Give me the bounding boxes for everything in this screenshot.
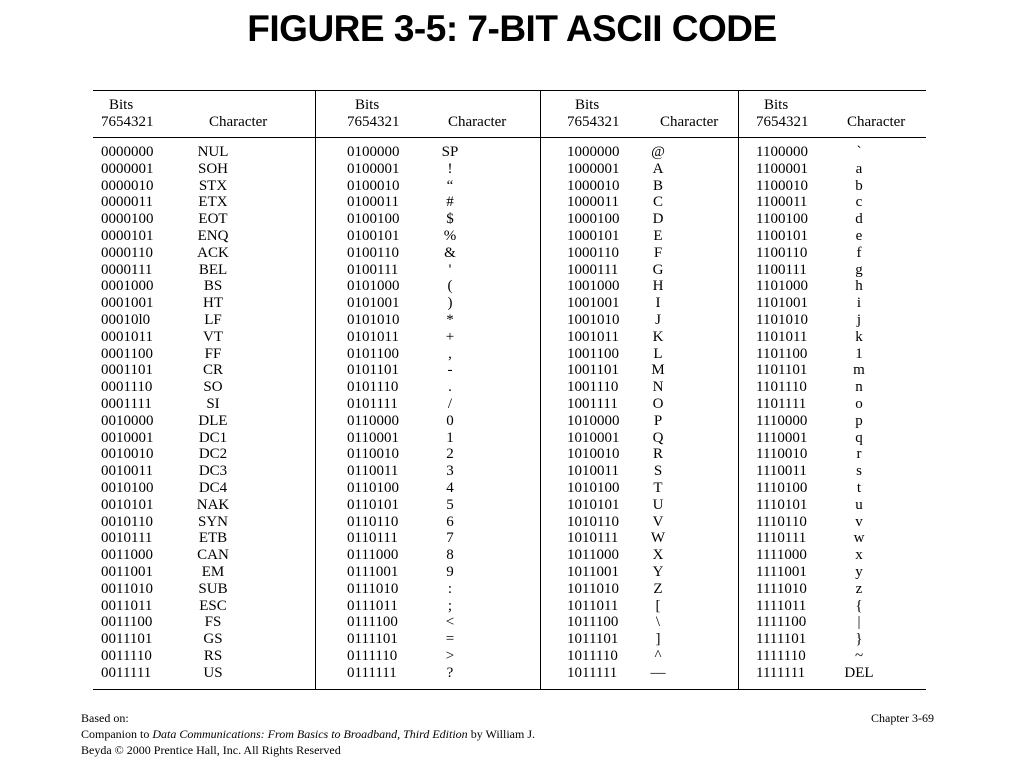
character-value: LF bbox=[204, 311, 222, 328]
character-value: ^ bbox=[654, 647, 662, 664]
character-value: 2 bbox=[446, 446, 454, 463]
bit-pattern: 1110110 bbox=[756, 513, 807, 530]
bit-pattern: 1100001 bbox=[756, 160, 808, 177]
bit-pattern: 0001001 bbox=[101, 295, 154, 312]
character-value: 1 bbox=[446, 429, 454, 446]
character-value: < bbox=[445, 614, 455, 631]
character-value: BS bbox=[203, 278, 223, 295]
bit-pattern: 0010111 bbox=[101, 530, 153, 547]
bit-pattern: 1110000 bbox=[756, 412, 808, 429]
character-value: . bbox=[448, 379, 452, 396]
bit-pattern: 0010000 bbox=[101, 412, 154, 429]
bit-pattern: 1110111 bbox=[756, 530, 807, 547]
bit-pattern: 0111000 bbox=[347, 547, 399, 564]
character-value: h bbox=[855, 278, 863, 295]
character-value: ) bbox=[447, 295, 453, 312]
bit-pattern: 1010011 bbox=[567, 463, 619, 480]
bit-pattern: 0111010 bbox=[347, 580, 399, 597]
character-value: Y bbox=[652, 563, 664, 580]
bit-pattern: 0111011 bbox=[347, 597, 398, 614]
character-value: X bbox=[652, 547, 664, 564]
footer bbox=[81, 710, 941, 758]
bits-label: Bits bbox=[109, 97, 134, 113]
bit-pattern: 0100011 bbox=[347, 194, 399, 211]
character-value: k bbox=[855, 328, 863, 345]
column-divider bbox=[738, 90, 739, 690]
character-value: SOH bbox=[197, 160, 228, 177]
bit-pattern: 1011011 bbox=[567, 597, 619, 614]
bit-pattern: 00010l0 bbox=[101, 311, 151, 328]
character-value: ~ bbox=[854, 647, 864, 664]
character-value: j bbox=[856, 311, 862, 328]
bit-pattern: 1110011 bbox=[756, 463, 807, 480]
bit-pattern: 1001011 bbox=[567, 328, 619, 345]
bit-pattern: 0001011 bbox=[101, 328, 153, 345]
character-value: DC1 bbox=[198, 429, 228, 446]
character-value: g bbox=[855, 261, 863, 278]
bit-pattern: 0001110 bbox=[101, 379, 153, 396]
character-value: 6 bbox=[446, 513, 454, 530]
character-value: a bbox=[855, 160, 863, 177]
character-value: STX bbox=[198, 177, 228, 194]
bit-pattern: 0100100 bbox=[347, 211, 400, 228]
bit-pattern: 1011000 bbox=[567, 547, 619, 564]
citation-suffix: by William J. bbox=[467, 727, 535, 741]
bit-pattern: 1011001 bbox=[567, 563, 619, 580]
character-value: T bbox=[653, 479, 663, 496]
bit-pattern: 1001100 bbox=[567, 345, 619, 362]
bit-pattern: 0111100 bbox=[347, 614, 398, 631]
character-value: NAK bbox=[196, 496, 230, 513]
footer-citation bbox=[81, 726, 941, 742]
bit-pattern: 1001110 bbox=[567, 379, 619, 396]
character-value: ` bbox=[856, 144, 862, 160]
bit-pattern: 0110100 bbox=[347, 479, 399, 496]
bits-label: Bits bbox=[355, 97, 380, 113]
bit-pattern: 0001100 bbox=[101, 345, 153, 362]
character-value: GS bbox=[203, 631, 223, 648]
bits-column-header bbox=[101, 97, 154, 131]
bit-pattern: 0010001 bbox=[101, 429, 154, 446]
character-column-header: Character bbox=[209, 114, 268, 130]
character-value: O bbox=[652, 395, 664, 412]
citation-prefix: Companion to bbox=[81, 727, 153, 741]
bit-pattern: 0101100 bbox=[347, 345, 399, 362]
character-value: J bbox=[655, 311, 661, 328]
character-value: DEL bbox=[844, 664, 874, 681]
character-column-header: Character bbox=[448, 114, 507, 130]
character-value: G bbox=[652, 261, 664, 278]
bit-pattern: 1111011 bbox=[756, 597, 807, 614]
bit-pattern: 1111101 bbox=[756, 631, 807, 648]
bit-pattern: 0000110 bbox=[101, 244, 153, 261]
character-value: 1 bbox=[855, 345, 863, 362]
character-value: SI bbox=[206, 395, 220, 412]
bit-pattern: 1100101 bbox=[756, 227, 808, 244]
bit-pattern: 0100111 bbox=[347, 261, 399, 278]
bit-pattern: 1000101 bbox=[567, 227, 620, 244]
bit-pattern: 1001010 bbox=[567, 311, 620, 328]
chapter-number: Chapter 3-69 bbox=[871, 711, 934, 725]
bit-pattern: 1100010 bbox=[756, 177, 808, 194]
bit-pattern: 1000001 bbox=[567, 160, 620, 177]
bit-pattern: 0100010 bbox=[347, 177, 400, 194]
bit-pattern: 0101000 bbox=[347, 278, 400, 295]
bit-pattern: 1101011 bbox=[756, 328, 808, 345]
character-value: > bbox=[445, 647, 455, 664]
bit-pattern: 0000000 bbox=[101, 144, 154, 160]
character-value: W bbox=[650, 530, 666, 547]
bit-pattern: 1010111 bbox=[567, 530, 619, 547]
character-value: b bbox=[855, 177, 863, 194]
character-value: BEL bbox=[198, 261, 228, 278]
bit-pattern: 0100001 bbox=[347, 160, 400, 177]
character-value: E bbox=[653, 227, 663, 244]
character-value: : bbox=[447, 580, 453, 597]
footer-copyright: Beyda © 2000 Prentice Hall, Inc. All Rights Reserved bbox=[81, 743, 341, 757]
bit-pattern: 0000101 bbox=[101, 227, 154, 244]
bit-pattern: 1000011 bbox=[567, 194, 619, 211]
bit-pattern: 1010110 bbox=[567, 513, 619, 530]
character-value: DLE bbox=[198, 412, 228, 429]
bit-pattern: 0110111 bbox=[347, 530, 398, 547]
character-value: y bbox=[855, 563, 863, 580]
column-divider bbox=[315, 90, 316, 690]
character-value: u bbox=[855, 496, 863, 513]
character-value: m bbox=[853, 362, 865, 379]
bit-pattern: 0110010 bbox=[347, 446, 399, 463]
bit-pattern: 0010101 bbox=[101, 496, 154, 513]
character-value: w bbox=[853, 530, 865, 547]
character-value: s bbox=[856, 463, 862, 480]
bit-pattern: 0111110 bbox=[347, 647, 398, 664]
character-value: Q bbox=[652, 429, 664, 446]
bit-pattern: 1000000 bbox=[567, 144, 620, 160]
bit-pattern: 1100100 bbox=[756, 211, 808, 228]
character-value: { bbox=[855, 597, 863, 614]
character-value: L bbox=[653, 345, 663, 362]
character-value: ESC bbox=[199, 597, 227, 614]
character-value: SO bbox=[203, 379, 223, 396]
character-value: NUL bbox=[197, 144, 229, 160]
character-value: v bbox=[855, 513, 863, 530]
character-value: CAN bbox=[197, 547, 229, 564]
character-value: ] bbox=[655, 631, 661, 648]
character-column-header: Character bbox=[847, 114, 906, 130]
character-value: [ bbox=[655, 597, 661, 614]
bit-pattern: 1001000 bbox=[567, 278, 620, 295]
bit-pattern: 1100011 bbox=[756, 194, 808, 211]
bit-pattern: 1100111 bbox=[756, 261, 807, 278]
character-value: 5 bbox=[446, 496, 454, 513]
column-divider bbox=[540, 90, 541, 690]
bit-pattern: 1001101 bbox=[567, 362, 619, 379]
bit-pattern: 1011100 bbox=[567, 614, 619, 631]
bit-pattern: 1000111 bbox=[567, 261, 619, 278]
character-value: } bbox=[855, 631, 863, 648]
bit-pattern: 0111101 bbox=[347, 631, 398, 648]
character-value: RS bbox=[203, 647, 223, 664]
bit-pattern: 1010010 bbox=[567, 446, 620, 463]
bit-pattern: 0110011 bbox=[347, 463, 399, 480]
bit-pattern: 0110001 bbox=[347, 429, 399, 446]
character-value: CR bbox=[202, 362, 223, 379]
character-value: EM bbox=[201, 563, 225, 580]
character-value: / bbox=[447, 395, 453, 412]
bit-pattern: 0011001 bbox=[101, 563, 153, 580]
character-value: x bbox=[855, 547, 863, 564]
character-value: e bbox=[855, 227, 863, 244]
character-value: f bbox=[856, 244, 862, 261]
bit-pattern: 1111111 bbox=[756, 664, 806, 681]
character-value: ? bbox=[446, 664, 454, 681]
character-value: | bbox=[857, 614, 861, 631]
bit-pattern: 1011010 bbox=[567, 580, 619, 597]
character-value: ; bbox=[447, 597, 453, 614]
character-value: d bbox=[855, 211, 863, 228]
bit-pattern: 0100101 bbox=[347, 227, 400, 244]
character-column-header: Character bbox=[660, 114, 719, 130]
bit-pattern: 0011101 bbox=[101, 631, 153, 648]
character-value: \ bbox=[655, 614, 661, 631]
character-value: z bbox=[855, 580, 863, 597]
bit-pattern: 0001111 bbox=[101, 395, 152, 412]
character-value: o bbox=[855, 395, 863, 412]
bit-pattern: 1101001 bbox=[756, 295, 808, 312]
bit-pattern: 1101000 bbox=[756, 278, 808, 295]
character-value: = bbox=[445, 631, 455, 648]
bit-pattern: 1111000 bbox=[756, 547, 807, 564]
character-value: - bbox=[447, 362, 453, 379]
character-value: N bbox=[652, 379, 664, 396]
character-value: 7 bbox=[446, 530, 454, 547]
bit-pattern: 0101110 bbox=[347, 379, 399, 396]
character-value: ETB bbox=[198, 530, 228, 547]
bit-pattern: 1101110 bbox=[756, 379, 807, 396]
character-value: I bbox=[655, 295, 661, 312]
bit-positions-label: 7654321 bbox=[101, 114, 154, 130]
bit-pattern: 1101010 bbox=[756, 311, 808, 328]
character-value: # bbox=[446, 194, 454, 211]
character-value: & bbox=[444, 244, 456, 261]
bit-pattern: 0011011 bbox=[101, 597, 153, 614]
character-value: FF bbox=[204, 345, 222, 362]
character-value: , bbox=[448, 345, 452, 362]
character-value: SYN bbox=[197, 513, 228, 530]
character-value: C bbox=[652, 194, 663, 211]
bit-pattern: 1011111 bbox=[567, 664, 618, 681]
bit-pattern: 1000100 bbox=[567, 211, 620, 228]
bits-column-header bbox=[567, 97, 620, 131]
bit-pattern: 1111001 bbox=[756, 563, 807, 580]
character-value: DC4 bbox=[198, 479, 228, 496]
bit-pattern: 1010001 bbox=[567, 429, 620, 446]
character-value: c bbox=[855, 194, 863, 211]
character-value: — bbox=[650, 664, 666, 681]
character-value: D bbox=[652, 211, 664, 228]
bit-pattern: 0001000 bbox=[101, 278, 154, 295]
character-value: + bbox=[445, 328, 455, 345]
bit-pattern: 0100110 bbox=[347, 244, 399, 261]
bit-pattern: 0000100 bbox=[101, 211, 154, 228]
bit-pattern: 0011111 bbox=[101, 664, 152, 681]
character-value: @ bbox=[651, 144, 665, 160]
bit-pattern: 0101010 bbox=[347, 311, 400, 328]
bit-pattern: 0101011 bbox=[347, 328, 399, 345]
bit-pattern: 0101001 bbox=[347, 295, 400, 312]
bit-pattern: 0010100 bbox=[101, 479, 154, 496]
character-value: * bbox=[446, 311, 454, 328]
character-value: r bbox=[856, 446, 862, 463]
bit-positions-label: 7654321 bbox=[347, 114, 400, 130]
bit-pattern: 0110110 bbox=[347, 513, 399, 530]
bit-pattern: 0101101 bbox=[347, 362, 399, 379]
character-value: DC2 bbox=[198, 446, 228, 463]
bit-pattern: 0100000 bbox=[347, 144, 400, 160]
bit-pattern: 1110101 bbox=[756, 496, 808, 513]
character-value: ETX bbox=[198, 194, 228, 211]
character-value: 8 bbox=[446, 547, 454, 564]
footer-based-on: Based on: bbox=[81, 711, 129, 725]
character-value: 3 bbox=[446, 463, 454, 480]
bit-pattern: 1000110 bbox=[567, 244, 619, 261]
bit-pattern: 0010011 bbox=[101, 463, 153, 480]
bit-pattern: 0001101 bbox=[101, 362, 153, 379]
character-value: 4 bbox=[446, 479, 454, 496]
character-value: ! bbox=[447, 160, 453, 177]
book-title: Data Communications: From Basics to Broadband, Third Edition bbox=[152, 727, 468, 741]
bit-pattern: 0000111 bbox=[101, 261, 153, 278]
bit-pattern: 1010100 bbox=[567, 479, 620, 496]
bit-pattern: 1100000 bbox=[756, 144, 808, 160]
bit-pattern: 1110010 bbox=[756, 446, 808, 463]
character-value: US bbox=[203, 664, 223, 681]
bit-pattern: 1001001 bbox=[567, 295, 620, 312]
bit-pattern: 0110000 bbox=[347, 412, 399, 429]
character-value: 9 bbox=[446, 563, 454, 580]
character-value: ( bbox=[447, 278, 453, 295]
bit-pattern: 0110101 bbox=[347, 496, 399, 513]
bit-positions-label: 7654321 bbox=[756, 114, 809, 130]
character-value: 0 bbox=[446, 412, 454, 429]
character-value: H bbox=[652, 278, 664, 295]
bit-pattern: 1111110 bbox=[756, 647, 806, 664]
character-value: $ bbox=[446, 211, 454, 228]
bit-pattern: 1101100 bbox=[756, 345, 808, 362]
bit-pattern: 1100110 bbox=[756, 244, 808, 261]
character-value: n bbox=[855, 379, 863, 396]
bit-pattern: 1010000 bbox=[567, 412, 620, 429]
character-value: U bbox=[652, 496, 664, 513]
character-value: DC3 bbox=[198, 463, 228, 480]
bits-column-header bbox=[347, 97, 400, 131]
bit-pattern: 1101111 bbox=[756, 395, 807, 412]
character-value: q bbox=[855, 429, 863, 446]
character-value: SUB bbox=[198, 580, 228, 597]
bit-pattern: 0000010 bbox=[101, 177, 154, 194]
character-value: A bbox=[652, 160, 664, 177]
bits-label: Bits bbox=[764, 97, 789, 113]
character-value: V bbox=[652, 513, 664, 530]
character-value: p bbox=[855, 412, 863, 429]
character-value: ENQ bbox=[197, 227, 229, 244]
bit-pattern: 1001111 bbox=[567, 395, 618, 412]
bit-pattern: 0000001 bbox=[101, 160, 154, 177]
character-value: B bbox=[652, 177, 663, 194]
bit-pattern: 1011101 bbox=[567, 631, 619, 648]
figure-title: FIGURE 3-5: 7-BIT ASCII CODE bbox=[247, 8, 777, 49]
character-value: i bbox=[856, 295, 862, 312]
bit-pattern: 0111001 bbox=[347, 563, 399, 580]
bit-pattern: 1111100 bbox=[756, 614, 807, 631]
table-header-rule bbox=[93, 137, 926, 138]
character-value: EOT bbox=[198, 211, 228, 228]
bit-pattern: 1110100 bbox=[756, 479, 808, 496]
table-top-rule bbox=[93, 90, 926, 91]
bit-positions-label: 7654321 bbox=[567, 114, 620, 130]
character-value: S bbox=[653, 463, 663, 480]
bit-pattern: 1011110 bbox=[567, 647, 618, 664]
bits-label: Bits bbox=[575, 97, 600, 113]
bit-pattern: 1111010 bbox=[756, 580, 807, 597]
character-value: SP bbox=[441, 144, 459, 160]
bits-column-header bbox=[756, 97, 809, 131]
character-value: P bbox=[653, 412, 663, 429]
bit-pattern: 0011000 bbox=[101, 547, 153, 564]
character-value: t bbox=[856, 479, 862, 496]
table-bottom-rule bbox=[93, 689, 926, 690]
bit-pattern: 0011100 bbox=[101, 614, 153, 631]
character-value: R bbox=[652, 446, 663, 463]
character-value: HT bbox=[203, 295, 223, 312]
character-value: % bbox=[443, 227, 457, 244]
character-value: Z bbox=[653, 580, 663, 597]
character-value: K bbox=[652, 328, 664, 345]
character-value: F bbox=[653, 244, 663, 261]
character-value: ' bbox=[448, 261, 452, 278]
character-value: FS bbox=[204, 614, 222, 631]
character-value: ACK bbox=[197, 244, 229, 261]
bit-pattern: 0010010 bbox=[101, 446, 154, 463]
bit-pattern: 1110001 bbox=[756, 429, 808, 446]
character-value: VT bbox=[203, 328, 223, 345]
bit-pattern: 0101111 bbox=[347, 395, 398, 412]
bit-pattern: 0000011 bbox=[101, 194, 153, 211]
bit-pattern: 1101101 bbox=[756, 362, 808, 379]
bit-pattern: 0111111 bbox=[347, 664, 397, 681]
bit-pattern: 1000010 bbox=[567, 177, 620, 194]
character-value: “ bbox=[446, 177, 454, 194]
bit-pattern: 0010110 bbox=[101, 513, 153, 530]
bit-pattern: 0011010 bbox=[101, 580, 153, 597]
character-value: M bbox=[651, 362, 665, 379]
ascii-table bbox=[93, 90, 926, 690]
bit-pattern: 1010101 bbox=[567, 496, 620, 513]
bit-pattern: 0011110 bbox=[101, 647, 152, 664]
